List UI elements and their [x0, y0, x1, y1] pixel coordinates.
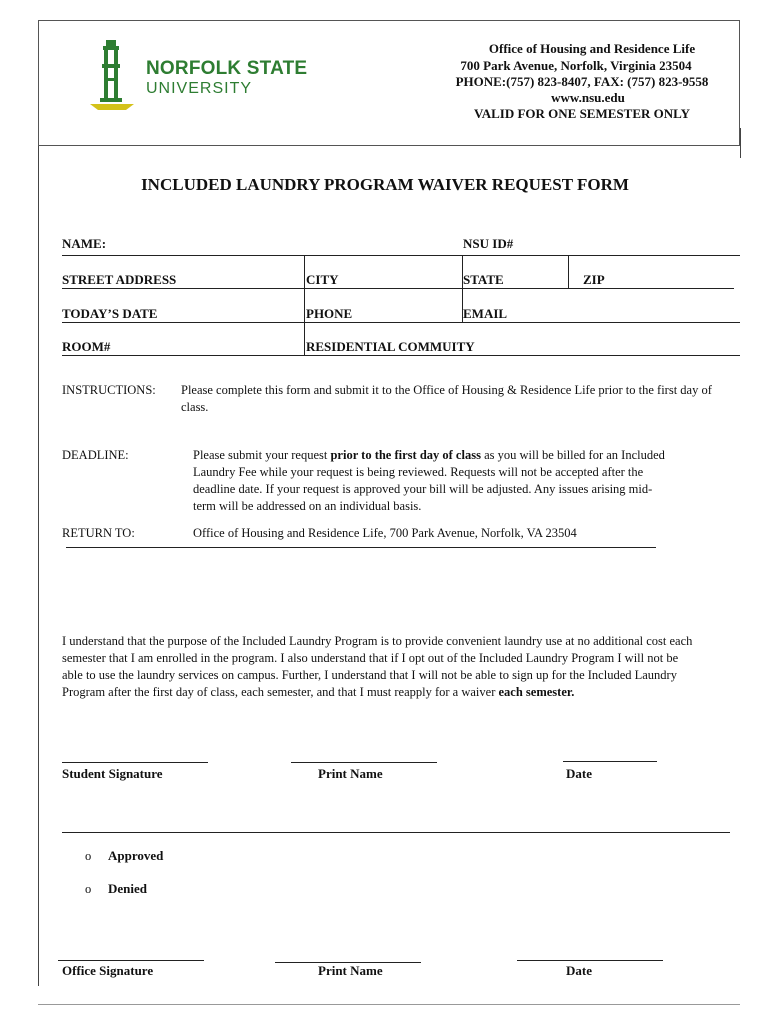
city-label: CITY	[306, 272, 339, 287]
street-address-label: STREET ADDRESS	[62, 272, 177, 287]
office-section-divider	[62, 832, 730, 833]
zip-divider	[568, 256, 569, 288]
name-line[interactable]	[62, 255, 740, 256]
office-date-label: Date	[566, 963, 592, 978]
statement-line-3: able to use the laundry services on campus. Further, I understand that I will not be able to sign up for the Included Laundry	[62, 668, 677, 682]
student-signature-line[interactable]	[62, 762, 208, 763]
deadline-text-pre: Please submit your request	[193, 448, 331, 462]
page-border-bottom	[38, 1004, 740, 1005]
office-website: www.nsu.edu	[551, 90, 625, 105]
office-phone: PHONE:(757) 823-8407, FAX: (757) 823-9558	[455, 74, 709, 89]
phone-label: PHONE	[306, 306, 353, 321]
validity-note: VALID FOR ONE SEMESTER ONLY	[474, 106, 690, 121]
email-divider	[462, 289, 463, 323]
room-label: ROOM#	[62, 339, 111, 354]
office-print-name-label: Print Name	[318, 963, 383, 978]
logo-line-2: UNIVERSITY	[146, 80, 253, 97]
deadline-text-4: term will be addressed on an individual basis.	[193, 499, 422, 513]
statement-line-4	[62, 684, 574, 701]
deadline-label: DEADLINE:	[62, 448, 129, 462]
todays-date-label: TODAY’S DATE	[62, 306, 158, 321]
instructions-label: INSTRUCTIONS:	[62, 383, 156, 397]
room-line[interactable]	[62, 355, 740, 356]
logo-line-1: NORFOLK STATE	[146, 58, 308, 79]
deadline-text-3: deadline date. If your request is approved your bill will be adjusted. Any issues arising mid-	[193, 482, 653, 496]
zip-label: ZIP	[583, 272, 605, 287]
office-signature-line[interactable]	[58, 960, 204, 961]
student-signature-label: Student Signature	[62, 766, 163, 781]
residential-community-label: RESIDENTIAL COMMUITY	[306, 339, 475, 354]
office-date-line[interactable]	[517, 960, 663, 961]
bell-tower-icon	[88, 38, 136, 114]
approved-option-bullet[interactable]: o	[85, 849, 92, 863]
return-to-label: RETURN TO:	[62, 526, 135, 540]
date-line[interactable]	[62, 322, 740, 323]
form-title: INCLUDED LAUNDRY PROGRAM WAIVER REQUEST FORM	[141, 175, 629, 194]
instructions-text-1: Please complete this form and submit it to the Office of Housing & Residence Life prior to the first day of	[181, 383, 712, 397]
community-divider	[304, 323, 305, 355]
page-border-right	[740, 128, 741, 158]
name-label: NAME:	[62, 236, 107, 251]
statement-line-1: I understand that the purpose of the Included Laundry Program is to provide convenient laundry use at no additional cost each	[62, 634, 693, 648]
city-divider	[304, 256, 305, 288]
state-label: STATE	[463, 272, 504, 287]
office-address: 700 Park Avenue, Norfolk, Virginia 23504	[460, 58, 692, 73]
return-to-rule	[66, 547, 656, 548]
approved-option-label: Approved	[108, 848, 164, 863]
student-print-name-line[interactable]	[291, 762, 437, 763]
denied-option-bullet[interactable]: o	[85, 882, 92, 896]
return-to-text: Office of Housing and Residence Life, 700 Park Avenue, Norfolk, VA 23504	[193, 526, 577, 540]
denied-option-label: Denied	[108, 881, 147, 896]
university-logo	[88, 38, 308, 114]
student-date-line[interactable]	[563, 761, 657, 762]
office-signature-label: Office Signature	[62, 963, 154, 978]
deadline-text-post: as you will be billed for an Included	[480, 448, 665, 462]
email-label: EMAIL	[463, 306, 508, 321]
statement-line-4-pre: Program after the first day of class, each semester, and that I must reapply for a waiver	[62, 685, 499, 699]
nsu-id-label: NSU ID#	[463, 236, 514, 251]
student-print-name-label: Print Name	[318, 766, 383, 781]
state-divider	[462, 256, 463, 288]
office-name: Office of Housing and Residence Life	[488, 41, 696, 56]
instructions-text-2: class.	[181, 400, 209, 414]
deadline-text-2: Laundry Fee while your request is being reviewed. Requests will not be accepted after the	[193, 465, 644, 479]
student-date-label: Date	[566, 766, 592, 781]
phone-divider	[304, 289, 305, 323]
statement-line-4-bold: each semester.	[498, 685, 575, 699]
page-border-left	[38, 146, 39, 986]
deadline-text-bold: prior to the first day of class	[330, 448, 481, 462]
deadline-text-1	[193, 447, 665, 464]
statement-line-2: semester that I am enrolled in the program. I also understand that if I opt out of the Included Laundry Program I will not be	[62, 651, 679, 665]
address-line[interactable]	[62, 288, 734, 289]
